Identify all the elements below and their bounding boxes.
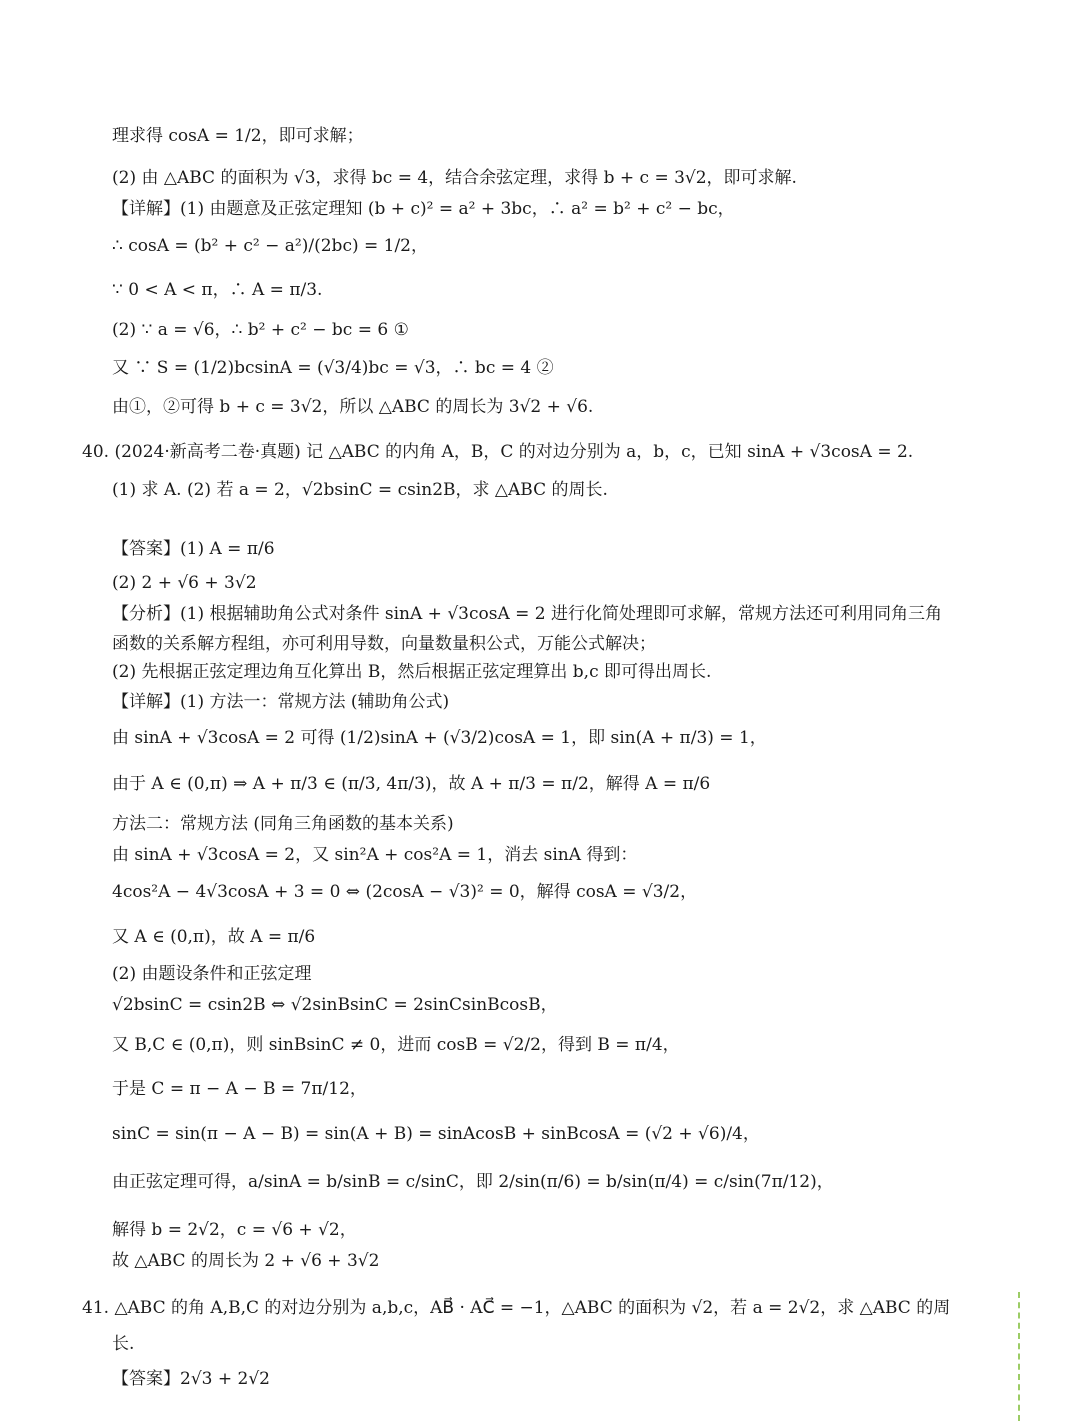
detail-line: 故 △ABC 的周长为 2 + √6 + 3√2 (112, 1251, 380, 1271)
detail-line: 又 A ∈ (0,π)，故 A = π/6 (112, 927, 316, 947)
analysis-line: 函数的关系解方程组，亦可利用导数，向量数量积公式，万能公式解决； (112, 634, 656, 654)
text-line: 【详解】(1) 由题意及正弦定理知 (b + c)² = a² + 3bc，∴ a² = b² + c² − bc， (112, 199, 735, 219)
question-41: 41. △ABC 的角 A,B,C 的对边分别为 a,b,c，AB⃗ · AC⃗ = −1，△ABC 的面积为 √2，若 a = 2√2，求 △ABC 的周 (82, 1298, 951, 1318)
text-line: 由①，②可得 b + c = 3√2，所以 △ABC 的周长为 3√2 + √6. (112, 397, 594, 417)
text-line: (2) 由 △ABC 的面积为 √3，求得 bc = 4，结合余弦定理，求得 b + c = 3√2，即可求解. (112, 168, 797, 188)
answer-line: 【答案】(1) A = π/6 (112, 539, 275, 559)
detail-line: 方法二：常规方法 (同角三角函数的基本关系) (112, 814, 454, 834)
detail-line: 由 sinA + √3cosA = 2 可得 (1/2)sinA + (√3/2)cosA = 1，即 sin(A + π/3) = 1， (112, 728, 767, 748)
detail-line: 于是 C = π − A − B = 7π/12， (112, 1079, 367, 1099)
detail-line: √2bsinC = csin2B ⇔ √2sinBsinC = 2sinCsinBcosB， (112, 995, 558, 1015)
answer-line: 【答案】2√3 + 2√2 (112, 1369, 270, 1389)
analysis-line: (2) 先根据正弦定理边角互化算出 B，然后根据正弦定理算出 b,c 即可得出周长. (112, 662, 712, 682)
detail-line: 4cos²A − 4√3cosA + 3 = 0 ⇔ (2cosA − √3)² = 0，解得 cosA = √3/2， (112, 882, 698, 902)
detail-line: 由于 A ∈ (0,π) ⇒ A + π/3 ∈ (π/3, 4π/3)，故 A + π/3 = π/2，解得 A = π/6 (112, 774, 711, 794)
text-line: (2) ∵ a = √6，∴ b² + c² − bc = 6 ① (112, 320, 409, 340)
detail-line: 由正弦定理可得，a/sinA = b/sinB = c/sinC，即 2/sin(π/6) = b/sin(π/4) = c/sin(7π/12)， (112, 1172, 834, 1192)
question-41-cont: 长. (112, 1334, 135, 1354)
detail-line: 解得 b = 2√2，c = √6 + √2， (112, 1220, 357, 1240)
question-40: 40. (2024·新高考二卷·真题) 记 △ABC 的内角 A，B，C 的对边分别为 a，b，c，已知 sinA + √3cosA = 2. (82, 442, 914, 462)
question-40-parts: (1) 求 A. (2) 若 a = 2，√2bsinC = csin2B，求 △ABC 的周长. (112, 480, 608, 500)
analysis-line: 【分析】(1) 根据辅助角公式对条件 sinA + √3cosA = 2 进行化简处理即可求解，常规方法还可利用同角三角 (112, 604, 943, 624)
text-line: 又 ∵ S = (1/2)bcsinA = (√3/4)bc = √3，∴ bc = 4 ② (112, 358, 554, 378)
answer-line: (2) 2 + √6 + 3√2 (112, 573, 257, 593)
detail-line: sinC = sin(π − A − B) = sin(A + B) = sinAcosB + sinBcosA = (√2 + √6)/4， (112, 1124, 760, 1144)
detail-line: (2) 由题设条件和正弦定理 (112, 964, 312, 984)
text-line: ∴ cosA = (b² + c² − a²)/(2bc) = 1/2， (112, 236, 429, 256)
detail-line: 由 sinA + √3cosA = 2，又 sin²A + cos²A = 1，消去 sinA 得到： (112, 845, 638, 865)
detail-line: 又 B,C ∈ (0,π)，则 sinBsinC ≠ 0，进而 cosB = √2/2，得到 B = π/4， (112, 1035, 680, 1055)
dashed-rail-decoration (1018, 1292, 1020, 1421)
text-line: ∵ 0 < A < π，∴ A = π/3. (112, 280, 323, 300)
detail-line: 【详解】(1) 方法一：常规方法 (辅助角公式) (112, 692, 450, 712)
text-line: 理求得 cosA = 1/2，即可求解； (112, 126, 364, 146)
